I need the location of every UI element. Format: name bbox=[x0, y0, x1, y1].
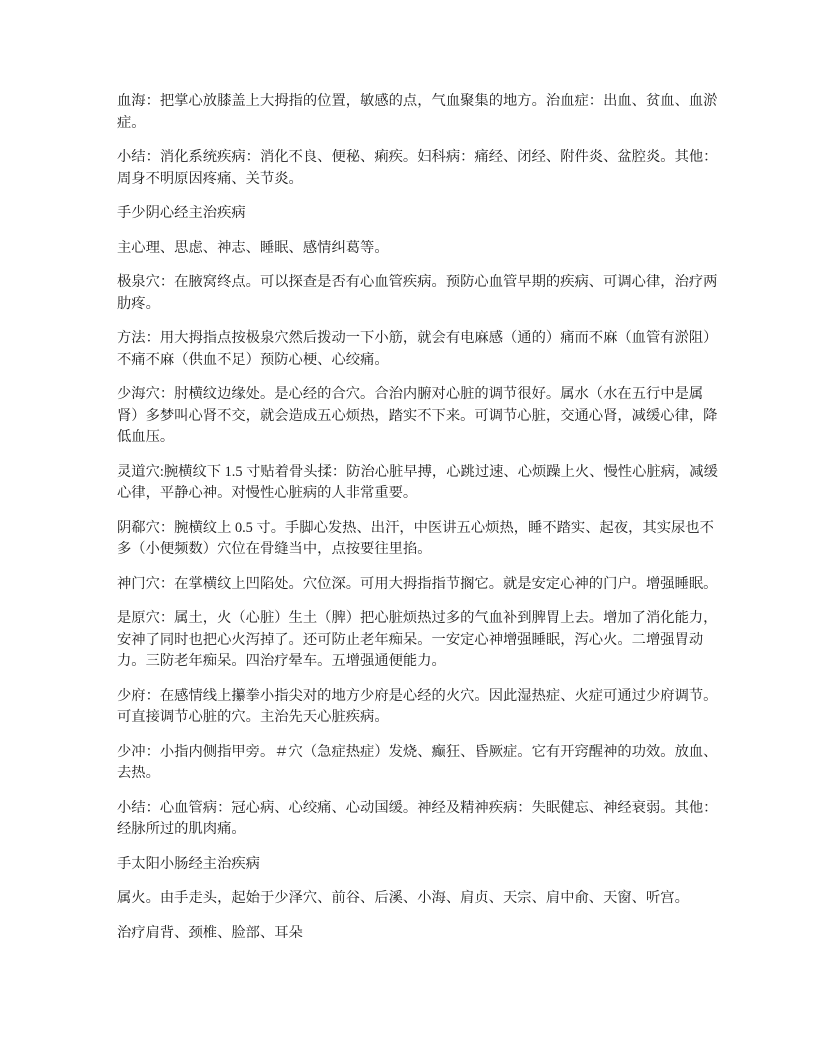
paragraph-jiquan: 极泉穴：在腋窝终点。可以探查是否有心血管疾病。预防心血管早期的疾病、可调心律，治疗两肋疼。 bbox=[117, 274, 718, 312]
paragraph-small-intestine-route: 属火。由手走头，起始于少泽穴、前谷、后溪、小海、肩贞、天宗、肩中俞、天窗、听宫。 bbox=[117, 890, 689, 906]
paragraph-method: 方法：用大拇指点按极泉穴然后拨动一下小筋，就会有电麻感（通的）痛而不麻（血管有淤阻）不痛不麻（供血不足）预防心梗、心绞痛。 bbox=[117, 330, 718, 368]
paragraph-shaohai: 少海穴：肘横纹边缘处。是心经的合穴。合治内腑对心脏的调节很好。属水（水在五行中是属肾）多梦叫心肾不交，就会造成五心烦热，踏实不下来。可调节心脏，交通心肾，减缓心律，降低血压。 bbox=[117, 386, 718, 445]
paragraph-yuan-point: 是原穴：属土，火（心脏）生土（脾）把心脏烦热过多的气血补到脾胃上去。增加了消化能力，安神了同时也把心火泻掉了。还可防止老年痴呆。一安定心神增强睡眠，泻心火。二增强胃动力。三防老年痴呆。四治疗晕车。五增强通便能力。 bbox=[117, 610, 718, 669]
paragraph-summary-cardiovascular: 小结：心血管病：冠心病、心绞痛、心动国缓。神经及精神疾病：失眠健忘、神经衰弱。其他：经脉所过的肌肉痛。 bbox=[117, 799, 718, 837]
paragraph-shaochong: 少冲：小指内侧指甲旁。＃穴（急症热症）发烧、癫狂、昏厥症。它有开窍醒神的功效。放血、去热。 bbox=[117, 743, 718, 781]
paragraph-heart-overview: 主心理、思虑、神志、睡眠、感情纠葛等。 bbox=[117, 239, 389, 256]
paragraph-shaofu: 少府：在感情线上攥拳小指尖对的地方少府是心经的火穴。因此湿热症、火症可通过少府调节。可直接调节心脏的穴。主治先天心脏疾病。 bbox=[117, 687, 718, 725]
paragraph-small-intestine-treats: 治疗肩背、颈椎、脸部、耳朵 bbox=[117, 924, 303, 941]
paragraph-shenmen: 神门穴：在掌横纹上凹陷处。穴位深。可用大拇指指节搁它。就是安定心神的门户。增强睡眠。 bbox=[117, 575, 718, 592]
paragraph-summary-digestive: 小结：消化系统疾病：消化不良、便秘、痢疾。妇科病：痛经、闭经、附件炎、盆腔炎。其他：周身不明原因疼痛、关节炎。 bbox=[117, 149, 718, 187]
paragraph-lingdao: 灵道穴:腕横纹下 1.5 寸贴着骨头揉：防治心脏早搏，心跳过速、心烦躁上火、慢性心脏病，减缓心律，平静心神。对慢性心脏病的人非常重要。 bbox=[117, 463, 718, 501]
section-heading-small-intestine-meridian: 手太阳小肠经主治疾病 bbox=[117, 855, 260, 872]
paragraph-xuehai: 血海：把掌心放膝盖上大拇指的位置，敏感的点，气血聚集的地方。治血症：出血、贫血、血淤症。 bbox=[117, 93, 718, 131]
document-content bbox=[117, 91, 719, 944]
section-heading-heart-meridian: 手少阴心经主治疾病 bbox=[117, 205, 246, 221]
paragraph-yinxi: 阴郗穴：腕横纹上 0.5 寸。手脚心发热、出汗，中医讲五心烦热，睡不踏实、起夜，其实尿也不多（小便频数）穴位在骨缝当中，点按要往里掐。 bbox=[117, 519, 714, 557]
